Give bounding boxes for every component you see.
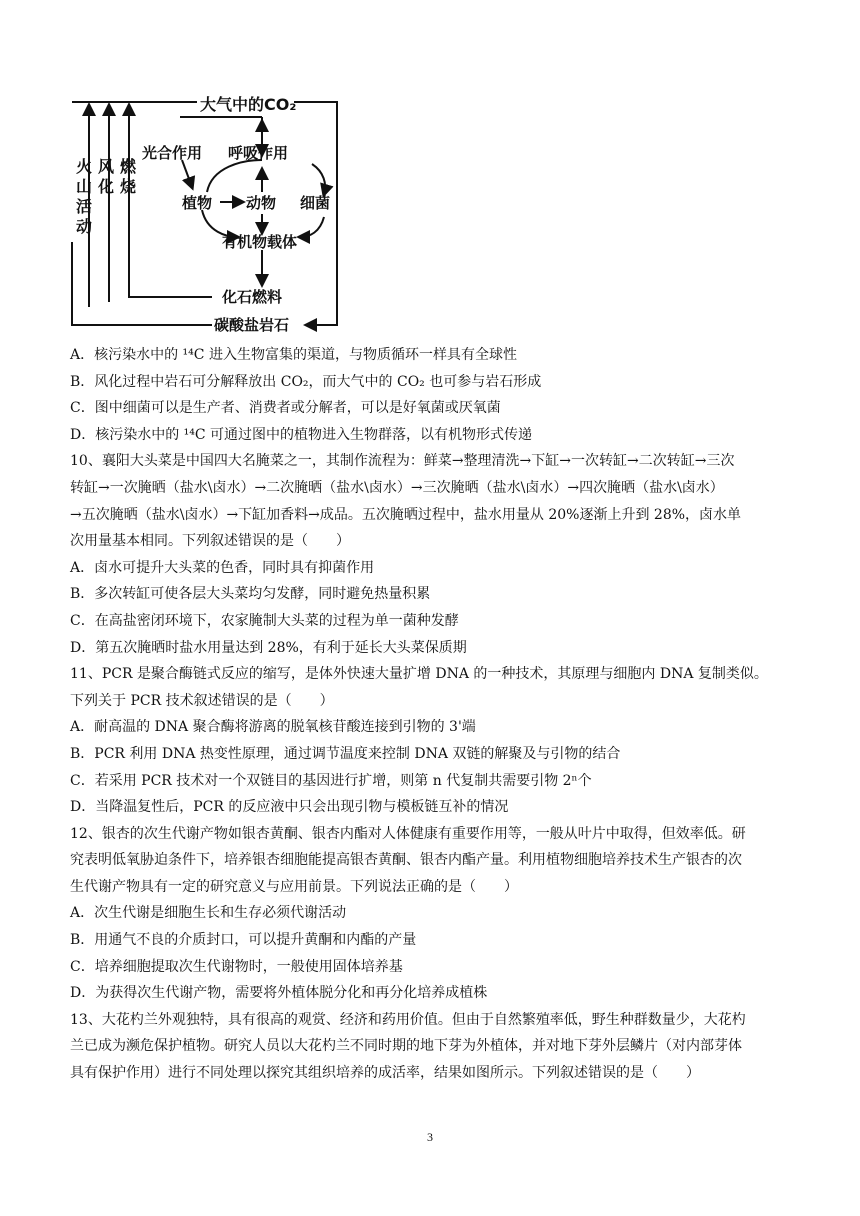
carbonate-rock-label: 碳酸盐岩石 [214,316,290,332]
text-line: B．多次转缸可使各层大头菜均匀发酵，同时避免热量积累 [70,586,431,603]
weathering-char-1: 风 [98,157,115,176]
photosynthesis-label: 光合作用 [142,144,203,162]
weathering-char-2: 化 [98,177,115,196]
text-line: 10、襄阳大头菜是中国四大名腌菜之一，其制作流程为：鲜菜→整理清洗→下缸→一次转缸→二次转缸→三次 [70,453,735,470]
text-line: 生代谢产物具有一定的研究意义与应用前景。下列说法正确的是（ ） [70,878,518,895]
question-text [70,342,792,1087]
text-line: C．图中细菌可以是生产者、消费者或分解者，可以是好氧菌或厌氧菌 [70,400,501,417]
text-line: C．培养细胞提取次生代谢物时，一般使用固体培养基 [70,958,403,975]
bacteria-label: 细菌 [300,194,331,212]
text-line: →五次腌晒（盐水\卤水）→下缸加香料→成品。五次腌晒过程中，盐水用量从 20%逐渐上升到 28%，卤水单 [70,506,742,523]
text-line: A．次生代谢是细胞生长和生存必须代谢活动 [70,905,347,922]
volcano-char-2: 山 [76,177,93,196]
text-line: D．核污染水中的 ¹⁴C 可通过图中的植物进入生物群落，以有机物形式传递 [70,426,533,443]
volcano-char-4: 动 [76,217,93,236]
burning-char-2: 烧 [120,177,137,196]
page-number: 3 [427,1130,433,1144]
text-line: A．耐高温的 DNA 聚合酶将游离的脱氧核苷酸连接到引物的 3'端 [70,719,476,736]
text-line: A．卤水可提升大头菜的色香，同时具有抑菌作用 [70,559,375,576]
text-line: B．用通气不良的介质封口，可以提升黄酮和内酯的产量 [70,932,417,949]
text-line: 下列关于 PCR 技术叙述错误的是（ ） [70,692,334,709]
text-line: 次用量基本相同。下列叙述错误的是（ ） [70,533,350,550]
carbon-cycle-svg [62,92,362,332]
text-line: B．风化过程中岩石可分解释放出 CO₂，而大气中的 CO₂ 也可参与岩石形成 [70,373,542,390]
text-line: 13、大花杓兰外观独特，具有很高的观赏、经济和药用价值。但由于自然繁殖率低，野生种群数量少，大花杓 [70,1011,746,1028]
text-line: B．PCR 利用 DNA 热变性原理，通过调节温度来控制 DNA 双链的解聚及与引物的结合 [70,745,621,762]
text-line: D．当降温复性后，PCR 的反应液中只会出现引物与模板链互补的情况 [70,799,509,816]
plants-label: 植物 [182,194,213,212]
text-line: 转缸→一次腌晒（盐水\卤水）→二次腌晒（盐水\卤水）→三次腌晒（盐水\卤水）→四次腌晒（盐水\卤水） [70,479,724,496]
animals-label: 动物 [246,194,277,212]
organic-carrier-label: 有机物载体 [222,233,298,251]
text-line: D．第五次腌晒时盐水用量达到 28%，有利于延长大头菜保质期 [70,639,467,656]
atmosphere-co2-label: 大气中的CO₂ [200,95,297,114]
text-line: 究表明低氧胁迫条件下，培养银杏细胞能提高银杏黄酮、银杏内酯产量。利用植物细胞培养技术生产银杏的次 [70,852,742,869]
carbon-cycle-diagram [62,92,362,332]
text-line: D．为获得次生代谢产物，需要将外植体脱分化和再分化培养成植株 [70,985,488,1002]
fossil-fuel-label: 化石燃料 [222,288,283,306]
text-line: 11、PCR 是聚合酶链式反应的缩写，是体外快速大量扩增 DNA 的一种技术，其原理与细胞内 DNA 复制类似。 [70,666,768,683]
text-line: 兰已成为濒危保护植物。研究人员以大花杓兰不同时期的地下芽为外植体，并对地下芽外层鳞片（对内部芽体 [70,1038,742,1055]
volcano-char-1: 火 [76,157,93,176]
text-line: 具有保护作用）进行不同处理以探究其组织培养的成活率，结果如图所示。下列叙述错误的是（ ） [70,1065,700,1082]
text-line: 12、银杏的次生代谢产物如银杏黄酮、银杏内酯对人体健康有重要作用等，一般从叶片中取得，但效率低。研 [70,825,746,842]
respiration-label: 呼吸作用 [228,144,289,162]
text-line: A．核污染水中的 ¹⁴C 进入生物富集的渠道，与物质循环一样具有全球性 [70,347,517,363]
volcano-char-3: 活 [76,197,93,216]
burning-char-1: 燃 [120,157,137,176]
text-line: C．在高盐密闭环境下，农家腌制大头菜的过程为单一菌种发酵 [70,612,459,629]
text-line: C．若采用 PCR 技术对一个双链目的基因进行扩增，则第 n 代复制共需要引物 2ⁿ个 [70,772,592,789]
